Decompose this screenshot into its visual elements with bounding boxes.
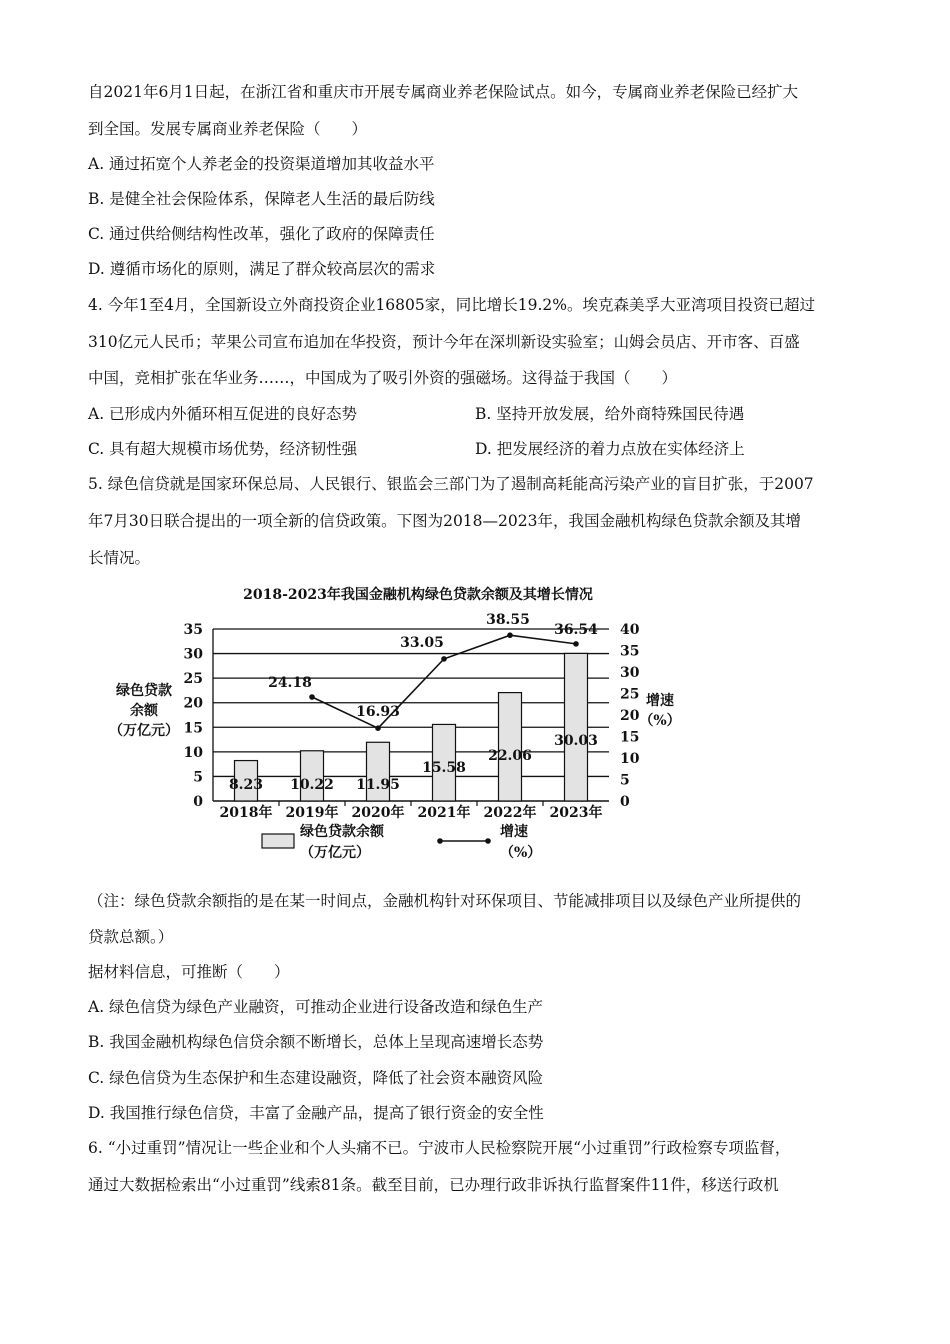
growth-point bbox=[309, 694, 315, 700]
bar bbox=[565, 653, 588, 801]
right-tick-label: 40 bbox=[620, 622, 640, 638]
growth-value-label: 36.54 bbox=[554, 621, 598, 638]
q3-option-d: D. 遵循市场化的原则，满足了群众较高层次的需求 bbox=[88, 260, 436, 278]
growth-series-line bbox=[312, 635, 576, 728]
left-axis-title bbox=[109, 682, 179, 739]
q4-option-d: D. 把发展经济的着力点放在实体经济上 bbox=[475, 440, 745, 458]
growth-value-label: 38.55 bbox=[486, 612, 530, 629]
legend-line-label: 增速 bbox=[500, 824, 528, 840]
left-axis-title-line: 余额 bbox=[130, 703, 158, 719]
bar-value-label: 8.23 bbox=[228, 777, 264, 793]
q4-stem-line-2: 310亿元人民币；苹果公司宣布追加在华投资，预计今年在深圳新设实验室；山姆会员店、开市客、百盛 bbox=[88, 333, 800, 351]
bar bbox=[301, 751, 324, 801]
right-tick-label: 20 bbox=[620, 708, 640, 724]
legend-bar-label: 绿色贷款余额 bbox=[300, 824, 384, 840]
left-tick-label: 10 bbox=[183, 744, 203, 761]
x-tick-label: 2019年 bbox=[285, 805, 339, 821]
q5-note-line-2: 贷款总额。） bbox=[88, 928, 174, 946]
x-tick-label: 2018年 bbox=[219, 805, 273, 821]
left-tick-label: 35 bbox=[183, 622, 203, 638]
left-tick-label: 20 bbox=[183, 695, 203, 712]
right-axis-title bbox=[639, 692, 680, 729]
q6-stem-line-2: 通过大数据检索出“小过重罚”线索81条。截至目前，已办理行政非诉执行监督案件11件，移送行政机 bbox=[88, 1176, 779, 1194]
bar bbox=[499, 693, 522, 801]
legend-line-marker bbox=[485, 838, 491, 844]
q5-option-c: C. 绿色信贷为生态保护和生态建设融资，降低了社会资本融资风险 bbox=[88, 1069, 544, 1087]
right-tick-label: 30 bbox=[620, 665, 640, 681]
right-tick-label: 0 bbox=[620, 794, 630, 810]
x-tick-label: 2021年 bbox=[417, 805, 471, 821]
right-tick-label: 35 bbox=[620, 643, 640, 660]
right-tick-label: 15 bbox=[620, 729, 640, 746]
x-tick-label: 2020年 bbox=[351, 805, 405, 821]
q3-option-a: A. 通过拓宽个人养老金的投资渠道增加其收益水平 bbox=[88, 155, 435, 173]
growth-point bbox=[441, 656, 447, 662]
q5-option-b: B. 我国金融机构绿色信贷余额不断增长，总体上呈现高速增长态势 bbox=[88, 1033, 544, 1051]
green-loan-chart bbox=[100, 578, 681, 868]
chart-growth-line bbox=[268, 612, 598, 731]
q5-option-d: D. 我国推行绿色信贷，丰富了金融产品，提高了银行资金的安全性 bbox=[88, 1104, 544, 1122]
q5-stem-line-3: 长情况。 bbox=[88, 549, 151, 567]
q5-stem-line-1: 5. 绿色信贷就是国家环保总局、人民银行、银监会三部门为了遏制高耗能高污染产业的盲目扩张，于2007 bbox=[88, 475, 814, 493]
q4-option-b: B. 坚持开放发展，给外商特殊国民待遇 bbox=[475, 405, 745, 423]
bar-value-label: 10.22 bbox=[290, 777, 334, 793]
left-tick-label: 30 bbox=[183, 646, 203, 663]
left-axis-ticks bbox=[184, 622, 204, 810]
legend-line-label: （%） bbox=[500, 845, 542, 861]
x-tick-label: 2022年 bbox=[483, 805, 537, 821]
chart-gridlines bbox=[213, 629, 609, 806]
q3-option-b: B. 是健全社会保险体系，保障老人生活的最后防线 bbox=[88, 190, 435, 208]
q4-stem-line-1: 4. 今年1至4月，全国新设立外商投资企业16805家，同比增长19.2%。埃克森美孚大亚湾项目投资已超过 bbox=[88, 296, 815, 314]
right-tick-label: 10 bbox=[620, 751, 640, 767]
q5-note-line-1: （注：绿色贷款余额指的是在某一时间点，金融机构针对环保项目、节能减排项目以及绿色产业所提供的 bbox=[88, 892, 802, 910]
growth-point bbox=[375, 725, 381, 731]
growth-value-label: 16.93 bbox=[356, 704, 400, 721]
q5-option-a: A. 绿色信贷为绿色产业融资，可推动企业进行设备改造和绿色生产 bbox=[88, 998, 544, 1016]
q3-option-c: C. 通过供给侧结构性改革，强化了政府的保障责任 bbox=[88, 225, 435, 243]
q4-stem-line-3: 中国，竞相扩张在华业务……，中国成为了吸引外资的强磁场。这得益于我国（ ） bbox=[88, 369, 678, 387]
q3-stem-line-1: 自2021年6月1日起，在浙江省和重庆市开展专属商业养老保险试点。如今，专属商业养老保险已经扩大 bbox=[88, 83, 799, 101]
growth-point bbox=[507, 632, 513, 638]
bar-value-label: 15.58 bbox=[422, 759, 466, 776]
q5-ask: 据材料信息，可推断（ ） bbox=[88, 963, 290, 981]
q3-stem-line-2: 到全国。发展专属商业养老保险（ ） bbox=[88, 120, 368, 138]
q5-stem-line-2: 年7月30日联合提出的一项全新的信贷政策。下图为2018—2023年，我国金融机构绿色贷款余额及其增 bbox=[88, 512, 801, 530]
right-axis-title-line: （%） bbox=[639, 713, 681, 729]
legend-bar-swatch bbox=[262, 834, 294, 848]
q4-option-a: A. 已形成内外循环相互促进的良好态势 bbox=[88, 405, 358, 423]
left-tick-label: 0 bbox=[193, 794, 203, 810]
chart-title: 2018-2023年我国金融机构绿色贷款余额及其增长情况 bbox=[243, 587, 593, 603]
chart-legend bbox=[262, 823, 541, 861]
left-axis-title-line: （万亿元） bbox=[109, 723, 179, 739]
right-axis-ticks bbox=[620, 622, 640, 810]
left-tick-label: 15 bbox=[183, 720, 203, 737]
right-tick-label: 25 bbox=[620, 686, 640, 703]
legend-line-marker bbox=[437, 838, 443, 844]
growth-point bbox=[573, 641, 579, 647]
left-axis-title-line: 绿色贷款 bbox=[116, 683, 172, 699]
q6-stem-line-1: 6. “小过重罚”情况让一些企业和个人头痛不已。宁波市人民检察院开展“小过重罚”行政检察专项监督， bbox=[88, 1139, 791, 1157]
growth-value-label: 24.18 bbox=[268, 675, 312, 692]
left-tick-label: 25 bbox=[183, 671, 203, 688]
right-tick-label: 5 bbox=[620, 772, 630, 789]
legend-bar-label: （万亿元） bbox=[300, 845, 370, 861]
bar-value-label: 11.95 bbox=[356, 777, 400, 793]
bar-value-label: 22.06 bbox=[488, 747, 532, 764]
left-tick-label: 5 bbox=[193, 769, 203, 786]
growth-value-label: 33.05 bbox=[400, 634, 444, 651]
bar-value-label: 30.03 bbox=[554, 732, 598, 749]
q4-option-c: C. 具有超大规模市场优势，经济韧性强 bbox=[88, 440, 358, 458]
x-tick-label: 2023年 bbox=[549, 805, 603, 821]
x-axis-ticks bbox=[220, 804, 603, 821]
right-axis-title-line: 增速 bbox=[646, 693, 674, 709]
